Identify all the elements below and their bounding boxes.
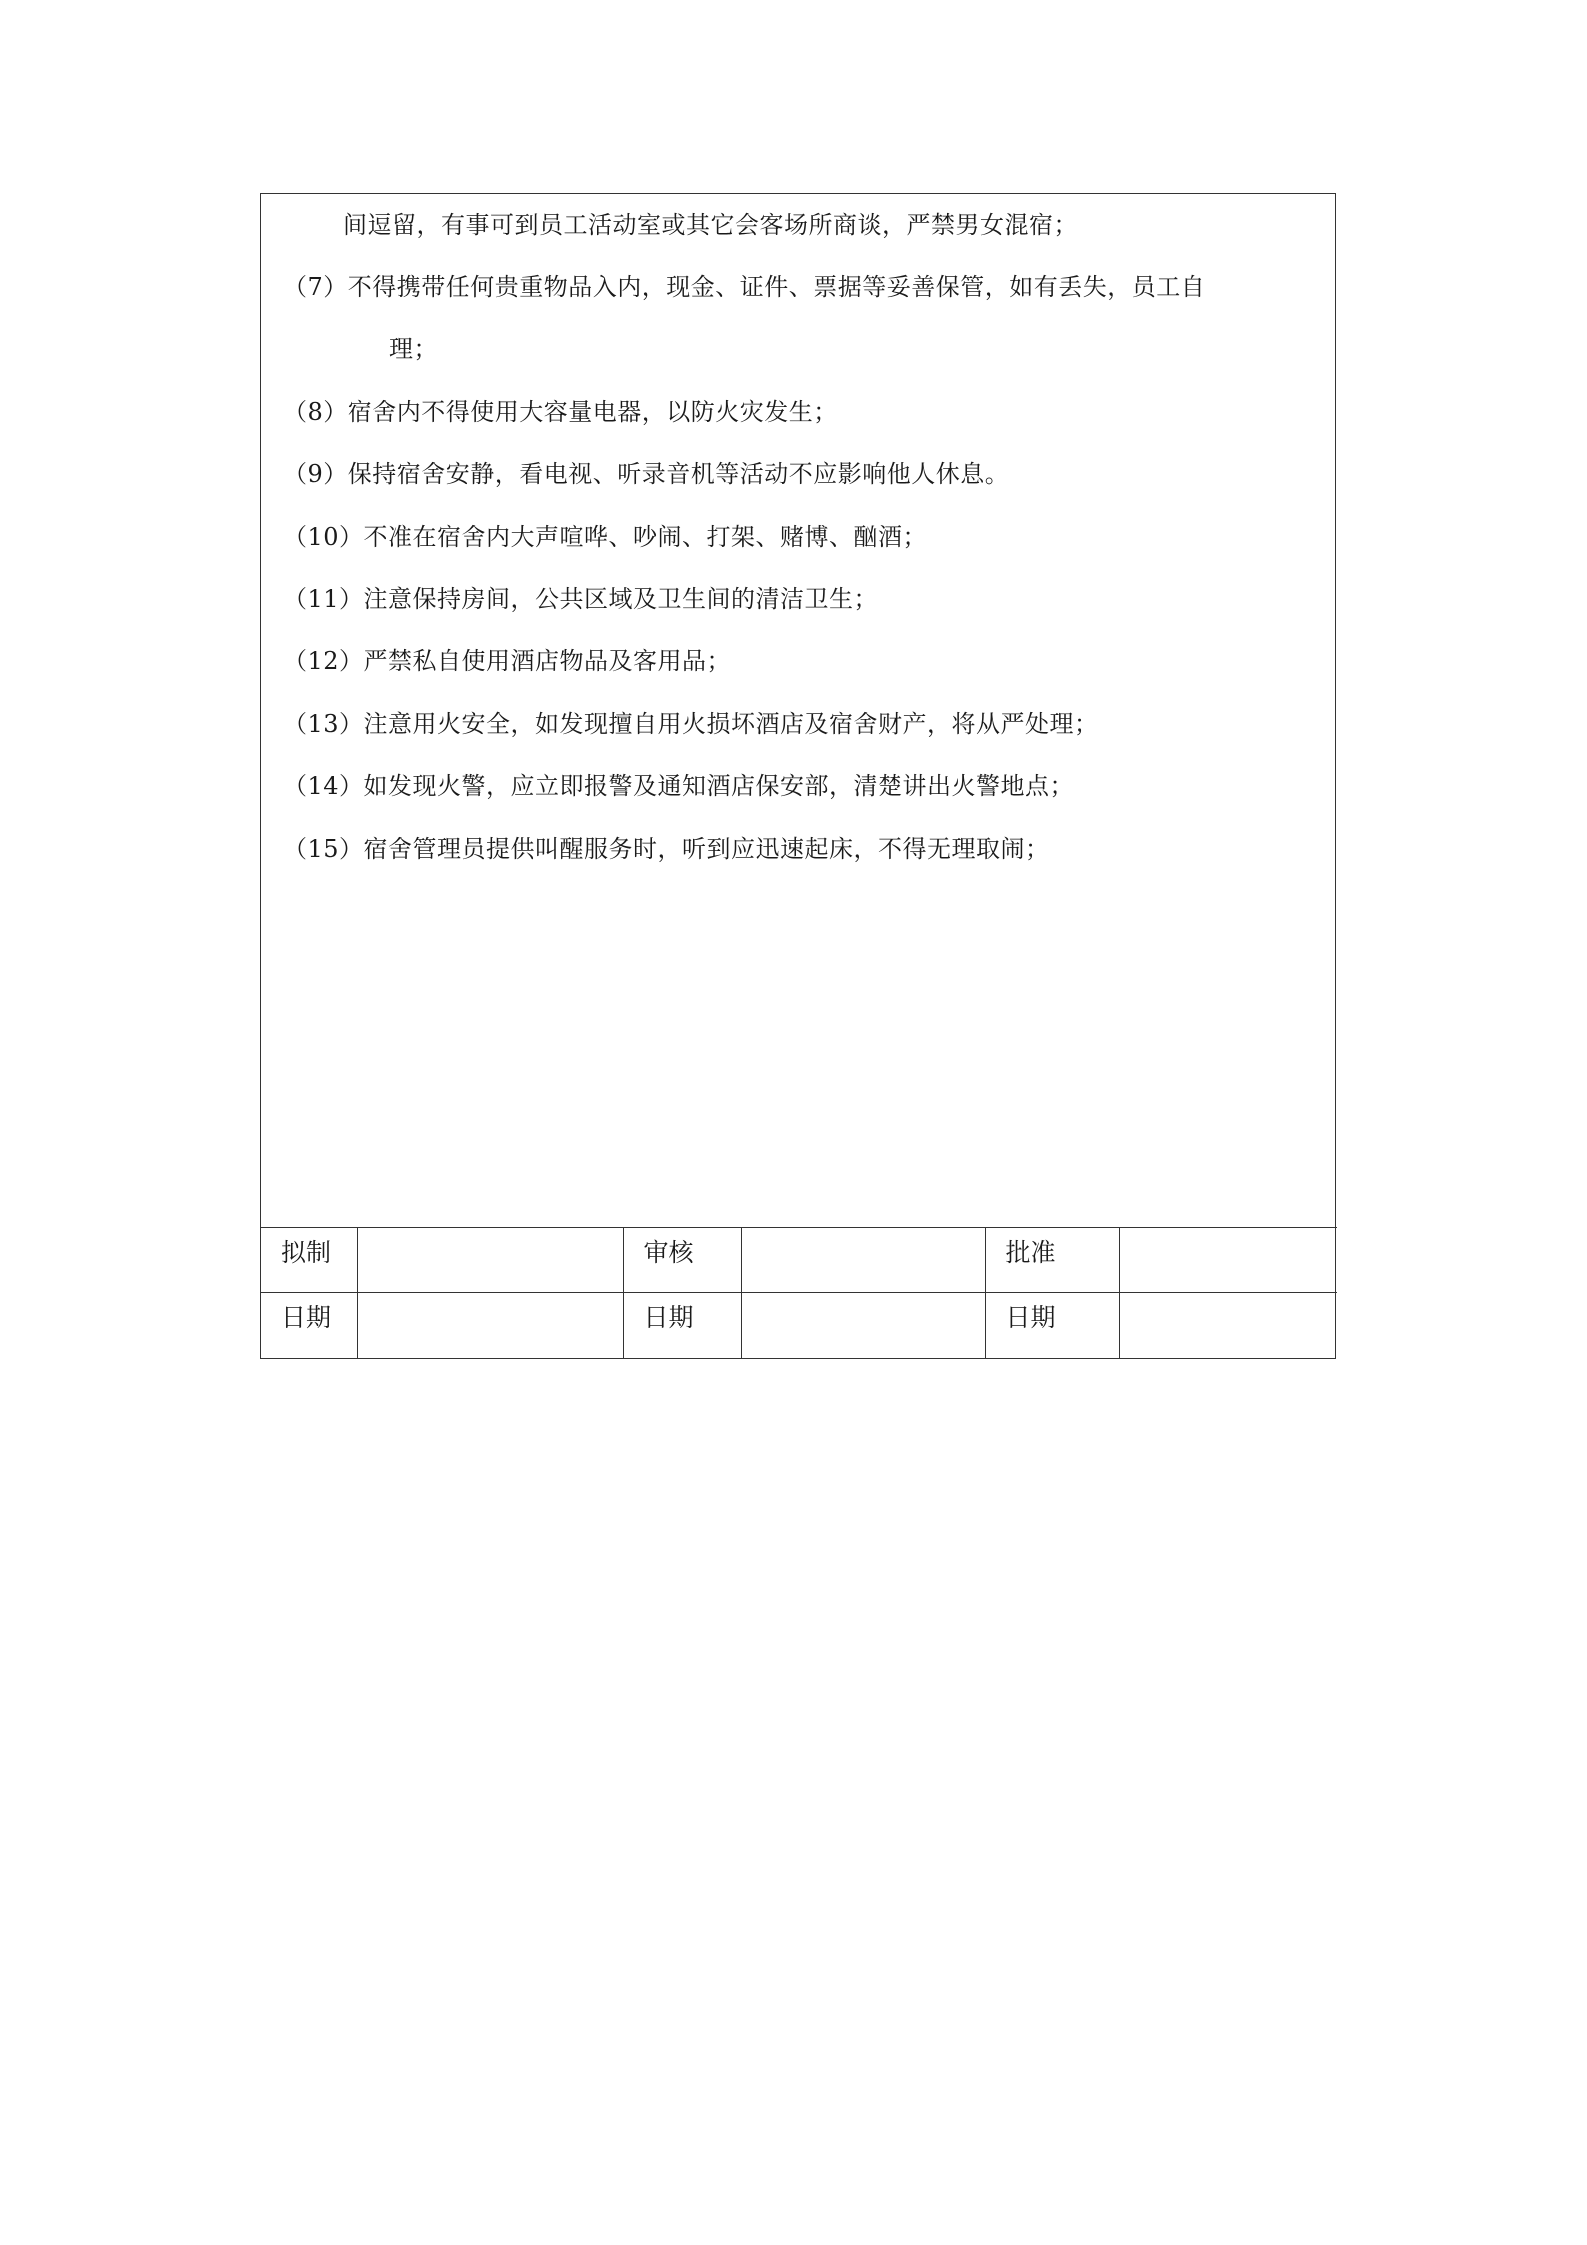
approved-by-field[interactable] (1119, 1228, 1337, 1293)
rule-item-7: （7）不得携带任何贵重物品入内，现金、证件、票据等妥善保管，如有丢失，员工自 (283, 273, 1206, 301)
drafted-date-field[interactable] (357, 1293, 623, 1358)
reviewed-date-field[interactable] (741, 1293, 985, 1358)
approved-by-label: 批准 (985, 1228, 1119, 1293)
reviewed-by-label: 审核 (623, 1228, 741, 1293)
approved-date-label: 日期 (985, 1293, 1119, 1358)
rule-continuation-text: 间逗留，有事可到员工活动室或其它会客场所商谈，严禁男女混宿； (343, 211, 1078, 239)
drafted-by-label: 拟制 (261, 1228, 357, 1293)
regulation-document (260, 193, 1336, 1359)
rule-item-8: （8）宿舍内不得使用大容量电器，以防火灾发生； (283, 398, 838, 426)
approved-date-field[interactable] (1119, 1293, 1337, 1358)
signoff-row-approvals (261, 1228, 1337, 1293)
rule-item-10: （10）不准在宿舍内大声喧哗、吵闹、打架、赌博、酗酒； (283, 523, 928, 551)
drafted-date-label: 日期 (261, 1293, 357, 1358)
rule-item-9: （9）保持宿舍安静，看电视、听录音机等活动不应影响他人休息。 (283, 460, 1010, 488)
rule-item-12: （12）严禁私自使用酒店物品及客用品； (283, 647, 732, 675)
drafted-by-field[interactable] (357, 1228, 623, 1293)
rule-item-15: （15）宿舍管理员提供叫醒服务时，听到应迅速起床，不得无理取闹； (283, 835, 1050, 863)
reviewed-by-field[interactable] (741, 1228, 985, 1293)
rules-body (261, 194, 1335, 1227)
reviewed-date-label: 日期 (623, 1293, 741, 1358)
rule-item-11: （11）注意保持房间，公共区域及卫生间的清洁卫生； (283, 585, 879, 613)
rule-item-13: （13）注意用火安全，如发现擅自用火损坏酒店及宿舍财产，将从严处理； (283, 710, 1099, 738)
rule-item-7-continued: 理； (389, 335, 438, 363)
signoff-table (261, 1227, 1337, 1358)
signoff-row-dates (261, 1293, 1337, 1358)
rule-item-14: （14）如发现火警，应立即报警及通知酒店保安部，清楚讲出火警地点； (283, 772, 1075, 800)
